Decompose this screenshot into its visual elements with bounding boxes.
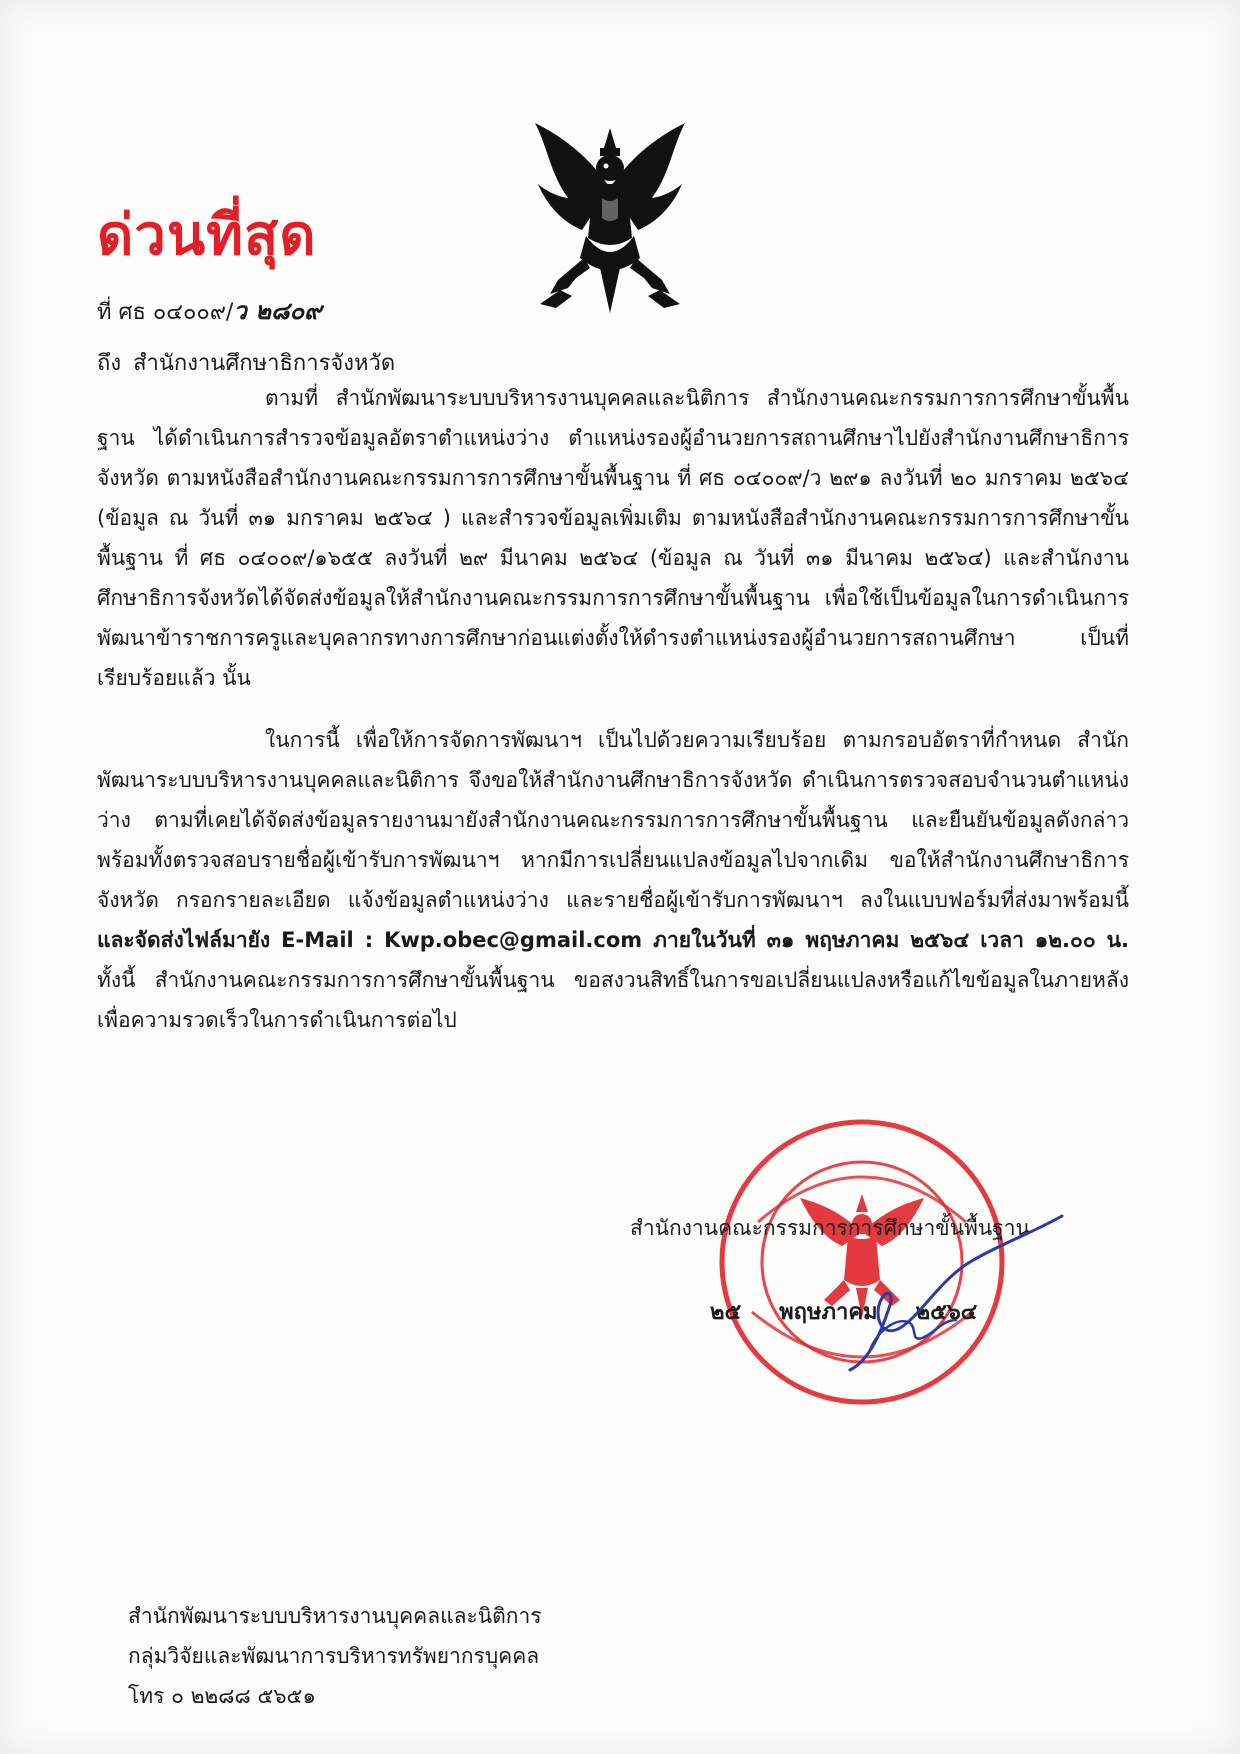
reference-number	[97, 291, 322, 330]
body-paragraph-2-emphasis: และจัดส่งไฟล์มายัง E-Mail : Kwp.obec@gmail.com ภายในวันที่ ๓๑ พฤษภาคม ๒๕๖๔ เวลา ๑๒.๐๐ น.	[97, 928, 1129, 952]
reference-handwritten-number: ว ๒๘๐๙	[233, 296, 322, 325]
body-paragraph-2	[97, 720, 1129, 1040]
recipient-name: สำนักงานศึกษาธิการจังหวัด	[133, 351, 396, 376]
signing-date-day: ๒๕	[710, 1300, 742, 1325]
body-paragraph-1: ตามที่ สำนักพัฒนาระบบบริหารงานบุคคลและนิติการ สำนักงานคณะกรรมการการศึกษาขั้นพื้นฐาน ได้ดำเนินการสำรวจข้อมูลอัตราตำแหน่งว่าง ตำแหน่งรองผู้อำนวยการสถานศึกษาไปยังสำนักงานศึกษาธิการจังหวัด ตามหนังสือสำนักงานคณะกรรมการการศึกษาขั้นพื้นฐาน ที่ ศธ ๐๔๐๐๙/ว ๒๙๑ ลงวันที่ ๒๐ มกราคม ๒๕๖๔ (ข้อมูล ณ วันที่ ๓๑ มกราคม ๒๕๖๔ ) และสำรวจข้อมูลเพิ่มเติม ตามหนังสือสำนักงานคณะกรรมการการศึกษาขั้นพื้นฐาน ที่ ศธ ๐๔๐๐๙/๑๖๕๕ ลงวันที่ ๒๙ มีนาคม ๒๕๖๔ (ข้อมูล ณ วันที่ ๓๑ มีนาคม ๒๕๖๔) และสำนักงานศึกษาธิการจังหวัดได้จัดส่งข้อมูลให้สำนักงานคณะกรรมการการศึกษาขั้นพื้นฐาน เพื่อใช้เป็นข้อมูลในการดำเนินการพัฒนาข้าราชการครูและบุคลากรทางการศึกษาก่อนแต่งตั้งให้ดำรงตำแหน่งรองผู้อำนวยการสถานศึกษา เป็นที่เรียบร้อยแล้ว นั้น	[97, 386, 1129, 690]
reference-prefix: ที่ ศธ ๐๔๐๐๙/	[97, 300, 234, 325]
footer-phone: โทร ๐ ๒๒๘๘ ๕๖๕๑	[128, 1684, 316, 1708]
body-paragraph-2-part1: ในการนี้ เพื่อให้การจัดการพัฒนาฯ เป็นไปด้วยความเรียบร้อย ตามกรอบอัตราที่กำหนด สำนักพัฒนาระบบบริหารงานบุคคลและนิติการ จึงขอให้สำนักงานศึกษาธิการจังหวัด ดำเนินการตรวจสอบจำนวนตำแหน่งว่าง ตามที่เคยได้จัดส่งข้อมูลรายงานมายังสำนักงานคณะกรรมการการศึกษาขั้นพื้นฐาน และยืนยันข้อมูลดังกล่าว พร้อมทั้งตรวจสอบรายชื่อผู้เข้ารับการพัฒนาฯ หากมีการเปลี่ยนแปลงข้อมูลไปจากเดิม ขอให้สำนักงานศึกษาธิการจังหวัด กรอกรายละเอียด แจ้งข้อมูลตำแหน่งว่าง และรายชื่อผู้เข้ารับการพัฒนาฯ ลงในแบบฟอร์มที่ส่งมาพร้อมนี้	[97, 728, 1129, 912]
signing-date-year: ๒๕๖๔	[915, 1300, 978, 1325]
urgent-stamp: ด่วนที่สุด	[97, 202, 317, 268]
recipient-prefix: ถึง	[97, 351, 122, 376]
footer-office: สำนักพัฒนาระบบบริหารงานบุคคลและนิติการ	[128, 1604, 542, 1628]
handwritten-signature-icon	[830, 1210, 1070, 1390]
garuda-emblem-icon	[520, 118, 700, 318]
recipient-line	[97, 345, 395, 380]
body-paragraph-2-part2: ทั้งนี้ สำนักงานคณะกรรมการการศึกษาขั้นพื้นฐาน ขอสงวนสิทธิ์ในการขอเปลี่ยนแปลงหรือแก้ไขข้อมูลในภายหลัง เพื่อความรวดเร็วในการดำเนินการต่อไป	[97, 968, 1129, 1032]
footer-group: กลุ่มวิจัยและพัฒนาการบริหารทรัพยากรบุคคล	[128, 1644, 540, 1668]
signing-date-month: พฤษภาคม	[779, 1300, 878, 1325]
signing-organization: สำนักงานคณะกรรมการการศึกษาขั้นพื้นฐาน	[630, 1216, 1030, 1240]
footer-contact	[128, 1596, 542, 1716]
